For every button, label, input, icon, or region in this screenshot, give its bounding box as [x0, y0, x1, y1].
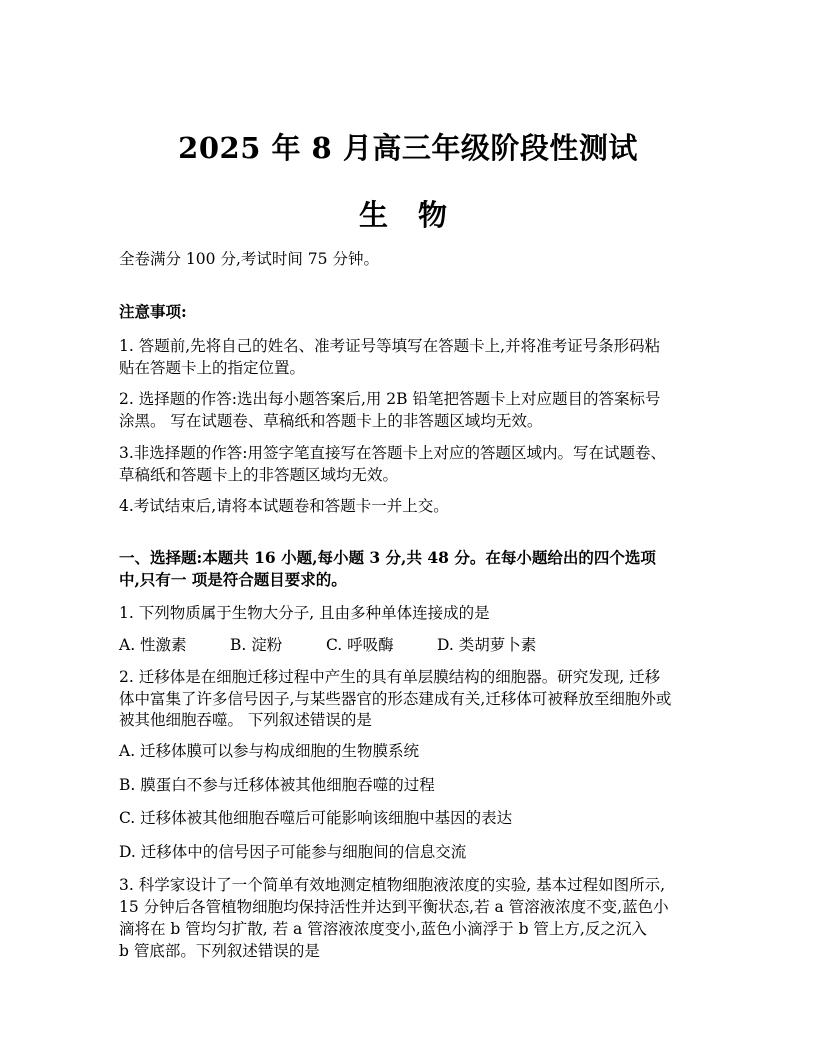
question-1-options: [119, 633, 709, 657]
question-3-stem-line-4: b 管底部。下列叙述错误的是: [119, 942, 320, 960]
question-2-stem-line-1: 2. 迁移体是在细胞迁移过程中产生的具有单层膜结构的细胞器。研究发现, 迁移: [119, 668, 661, 686]
note-2-line-2: 涂黑。 写在试题卷、草稿纸和答题卡上的非答题区域均无效。: [119, 412, 543, 430]
question-3-stem-line-1: 3. 科学家设计了一个简单有效地测定植物细胞液浓度的实验, 基本过程如图所示,: [119, 876, 665, 894]
question-3-stem-line-3: 滴将在 b 管均匀扩散, 若 a 管溶液浓度变小,蓝色小滴浮于 b 管上方,反之沉入: [119, 920, 647, 938]
question-2-option-d: D. 迁移体中的信号因子可能参与细胞间的信息交流: [119, 843, 467, 861]
question-1-option-d: D. 类胡萝卜素: [437, 636, 537, 654]
note-4-line-1: 4.考试结束后,请将本试题卷和答题卡一并上交。: [119, 497, 449, 515]
question-1-option-c: C. 呼吸酶: [326, 636, 394, 654]
note-3-line-2: 草稿纸和答题卡上的非答题区域均无效。: [119, 466, 399, 484]
section-1-heading-line-2: 中,只有一 项是符合题目要求的。: [119, 570, 347, 589]
exam-info: 全卷满分 100 分,考试时间 75 分钟。: [119, 250, 379, 268]
note-2-line-1: 2. 选择题的作答:选出每小题答案后,用 2B 铅笔把答题卡上对应题目的答案标号: [119, 390, 661, 408]
question-2-stem-line-2: 体中富集了许多信号因子,与某些器官的形态建成有关,迁移体可被释放至细胞外或: [119, 690, 672, 708]
notes-heading: 注意事项:: [119, 302, 187, 321]
question-3-stem-line-2: 15 分钟后各管植物细胞均保持活性并达到平衡状态,若 a 管溶液浓度不变,蓝色小: [119, 898, 669, 916]
question-2-option-b: B. 膜蛋白不参与迁移体被其他细胞吞噬的过程: [119, 776, 435, 794]
note-3-line-1: 3.非选择题的作答:用签字笔直接写在答题卡上对应的答题区域内。写在试题卷、: [119, 444, 667, 462]
subject-title: 生 物: [358, 198, 458, 232]
question-2-option-c: C. 迁移体被其他细胞吞噬后可能影响该细胞中基因的表达: [119, 809, 513, 827]
question-2-option-a: A. 迁移体膜可以参与构成细胞的生物膜系统: [119, 742, 420, 760]
question-1-option-a: A. 性激素: [119, 636, 187, 654]
question-1-stem: 1. 下列物质属于生物大分子, 且由多种单体连接成的是: [119, 604, 490, 622]
question-2-stem-line-3: 被其他细胞吞噬。 下列叙述错误的是: [119, 711, 372, 729]
exam-title: 2025 年 8 月高三年级阶段性测试: [178, 131, 638, 165]
note-1-line-1: 1. 答题前,先将自己的姓名、准考证号等填写在答题卡上,并将准考证号条形码粘: [119, 337, 661, 355]
note-1-line-2: 贴在答题卡上的指定位置。: [119, 359, 306, 377]
question-1-option-b: B. 淀粉: [230, 636, 283, 654]
section-1-heading-line-1: 一、选择题:本题共 16 小题,每小题 3 分,共 48 分。在每小题给出的四个选项: [119, 548, 656, 567]
